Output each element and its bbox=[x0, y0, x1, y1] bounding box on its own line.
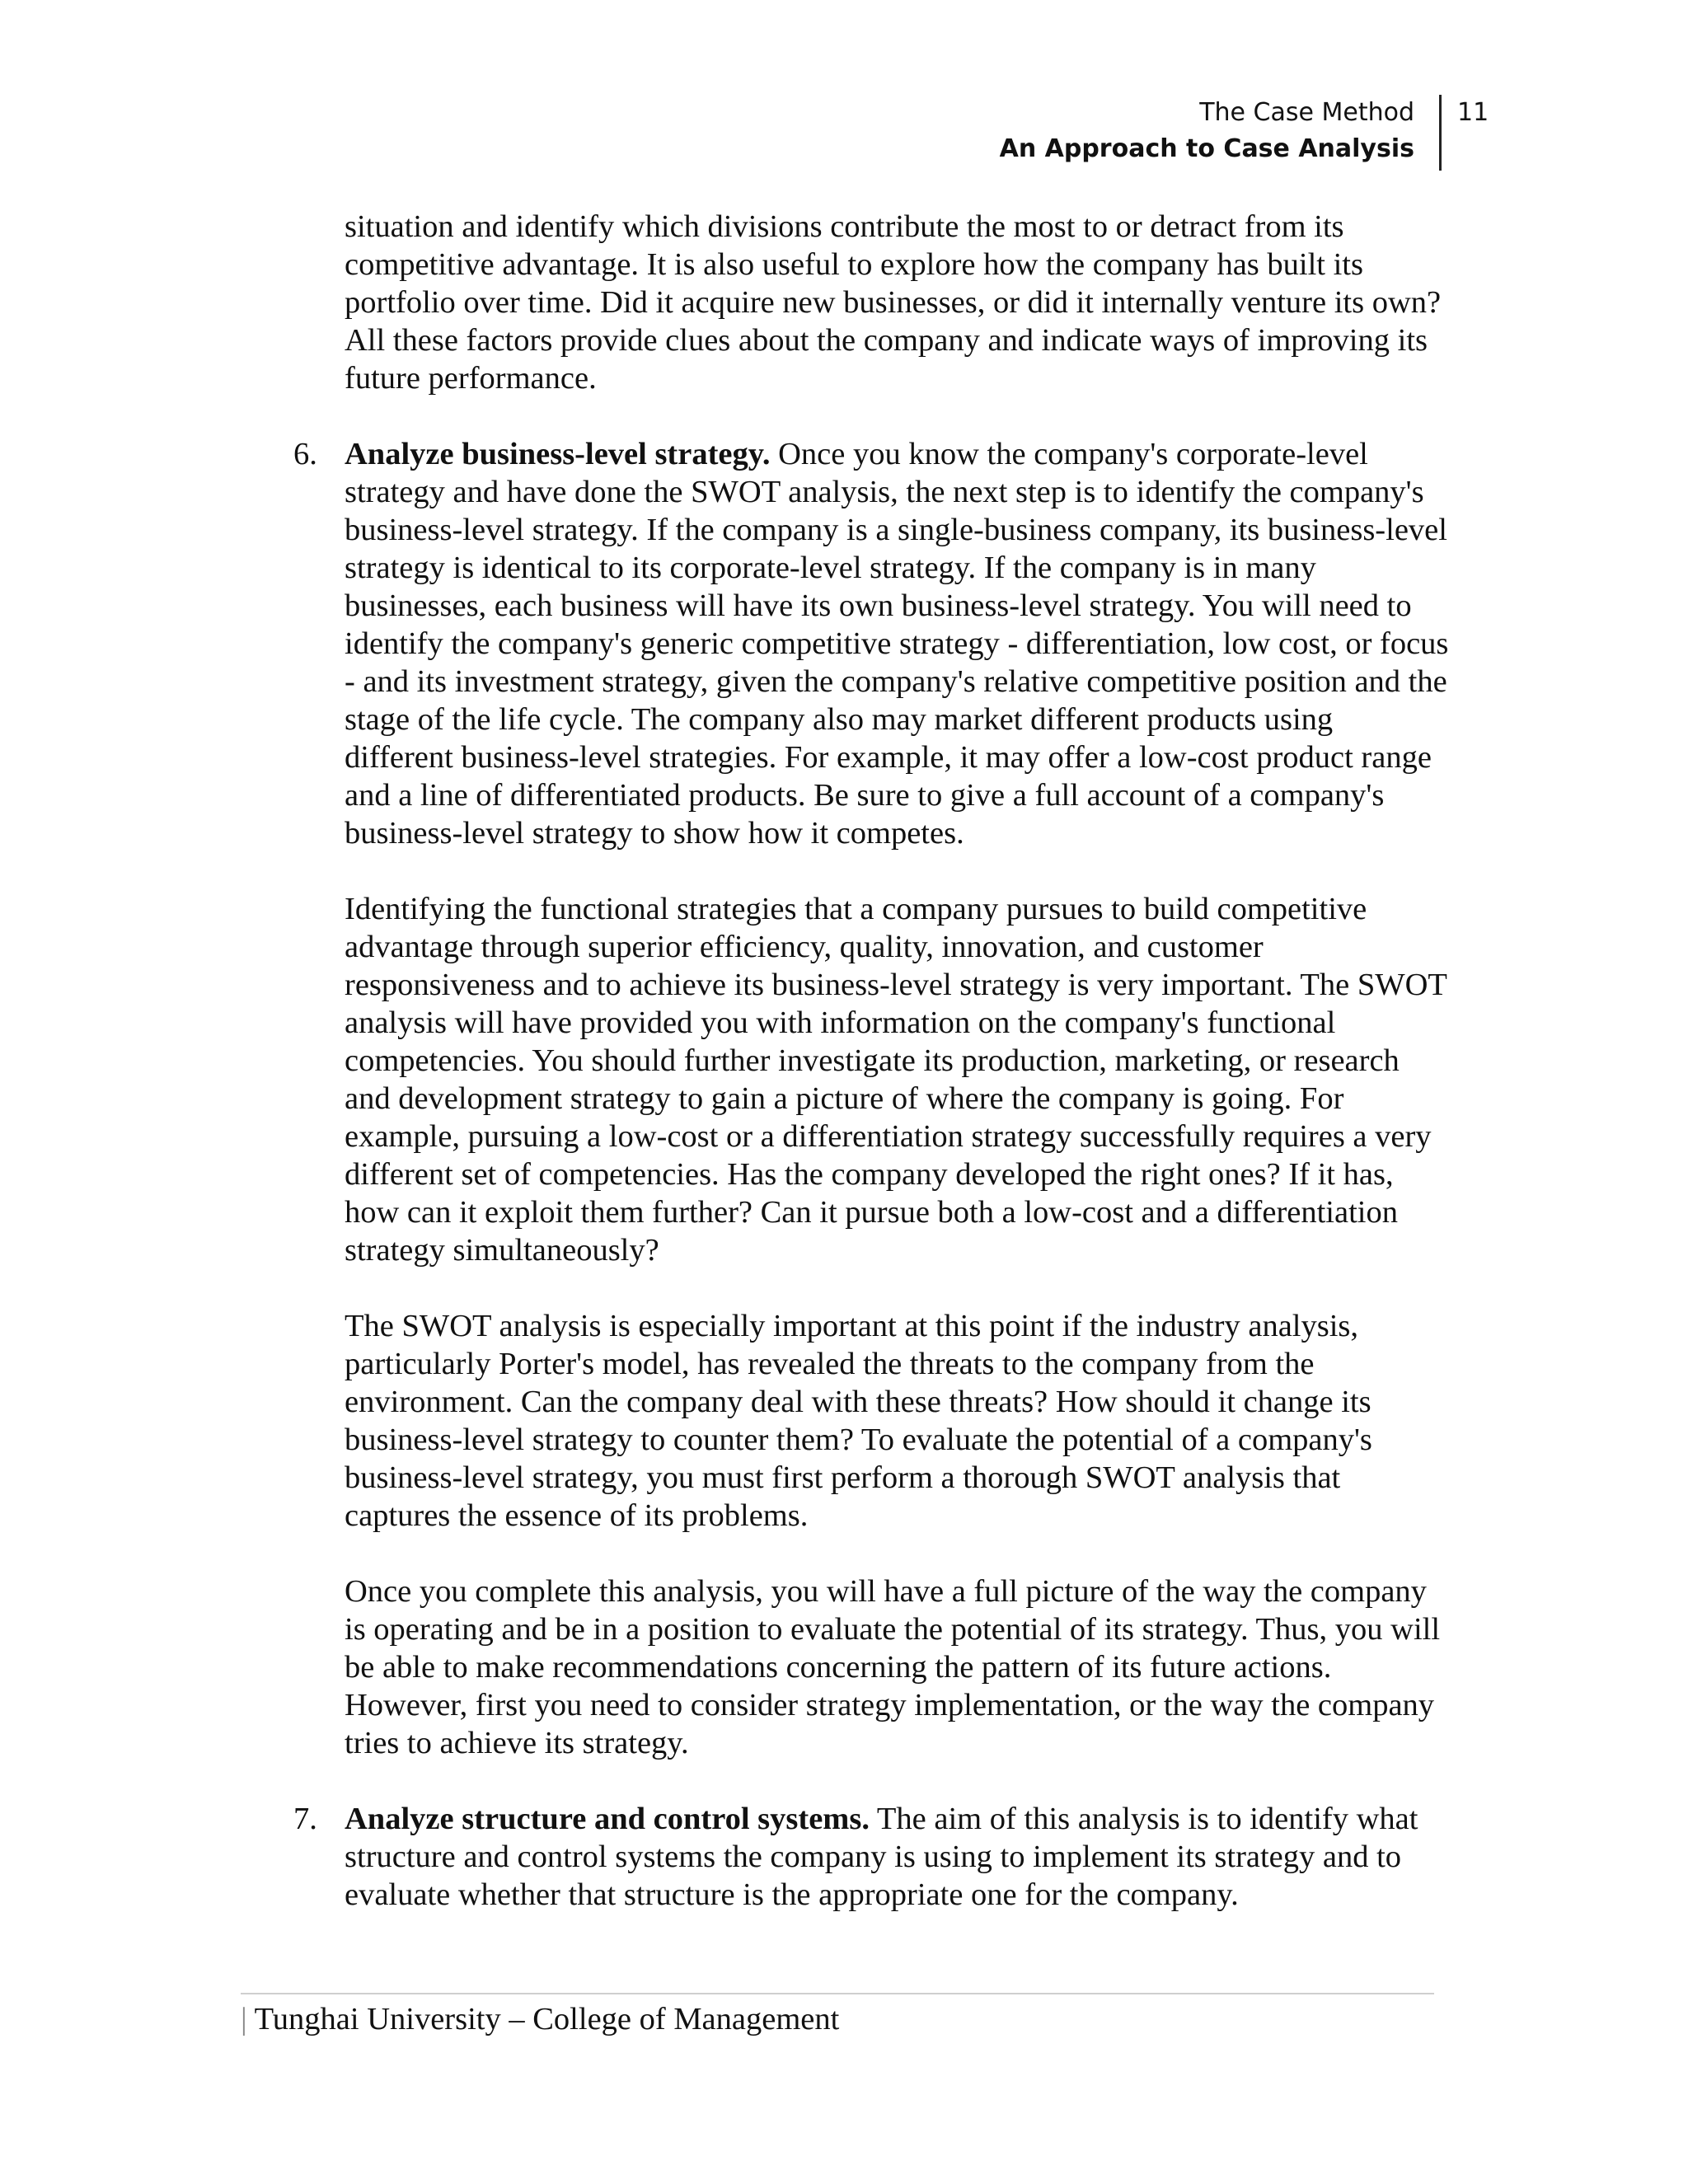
list-number: 6. bbox=[293, 437, 317, 471]
header-subtitle: An Approach to Case Analysis bbox=[999, 134, 1414, 163]
header-title: The Case Method bbox=[1199, 98, 1414, 127]
footer-text: Tunghai University – College of Management bbox=[246, 2002, 840, 2036]
intro-paragraph: situation and identify which divisions contribute the most to or detract from its competitive advantage. It is also useful to explore how the company has built its portfolio over time. Did it acquire new businesses, or did it internally venture its own? All these factors provide clues about the company and indicate ways of improving its future performance. bbox=[345, 209, 1442, 396]
item-heading: Analyze structure and control systems. bbox=[345, 1802, 870, 1836]
functional-strategies-paragraph: Identifying the functional strategies that a company pursues to build competitive advantage through superior efficiency, quality, innovation, and customer responsiveness and to achieve its business-level strategy is very important. The SWOT analysis will have provided you with information on the company's functional competencies. You should further investigate its production, marketing, or research and development strategy to gain a picture of where the company is going. For example, pursuing a low-cost or a differentiation strategy successfully requires a very different set of competencies. Has the company developed the right ones? If it has, how can it exploit them further? Can it pursue both a low-cost and a differentiation strategy simultaneously? bbox=[345, 892, 1447, 1268]
list-number: 7. bbox=[293, 1802, 317, 1836]
header-divider bbox=[1439, 95, 1442, 171]
list-item-7 bbox=[293, 1800, 1449, 1914]
footer-separator: | bbox=[241, 2002, 247, 2036]
footer-divider bbox=[241, 1993, 1434, 1994]
item-heading: Analyze business-level strategy. bbox=[345, 437, 771, 471]
running-header bbox=[946, 95, 1441, 167]
list-item-6 bbox=[293, 435, 1449, 852]
completion-paragraph: Once you complete this analysis, you will have a full picture of the way the company is operating and be in a position to evaluate the potential of its strategy. Thus, you will be able to make recommendations concerning the pattern of its future actions. However, first you need to consider strategy implementation, or the way the company tries to achieve its strategy. bbox=[345, 1574, 1441, 1760]
page-number: 11 bbox=[1457, 98, 1489, 127]
page-footer bbox=[241, 1999, 839, 2040]
item-text: The aim of this analysis is to identify what structure and control systems the company is using to implement its strategy and to evaluate whether that structure is the appropriate one for the company. bbox=[345, 1802, 1418, 1912]
swot-paragraph: The SWOT analysis is especially important at this point if the industry analysis, particularly Porter's model, has revealed the threats to the company from the environment. Can the company deal with these threats? How should it change its business-level strategy to counter them? To evaluate the potential of a company's business-level strategy, you must first perform a thorough SWOT analysis that captures the essence of its problems. bbox=[345, 1309, 1372, 1533]
page-body bbox=[293, 208, 1449, 1952]
item-text: Once you know the company's corporate-level strategy and have done the SWOT analysis, the next step is to identify the company's business-level strategy. If the company is a single-business company, its business-level strategy is identical to its corporate-level strategy. If the company is in many businesses, each business will have its own business-level strategy. You will need to identify the company's generic competitive strategy - differentiation, low cost, or focus - and its investment strategy, given the company's relative competitive position and the stage of the life cycle. The company also may market different products using different business-level strategies. For example, it may offer a low-cost product range and a line of differentiated products. Be sure to give a full account of a company's business-level strategy to show how it competes. bbox=[345, 437, 1449, 851]
